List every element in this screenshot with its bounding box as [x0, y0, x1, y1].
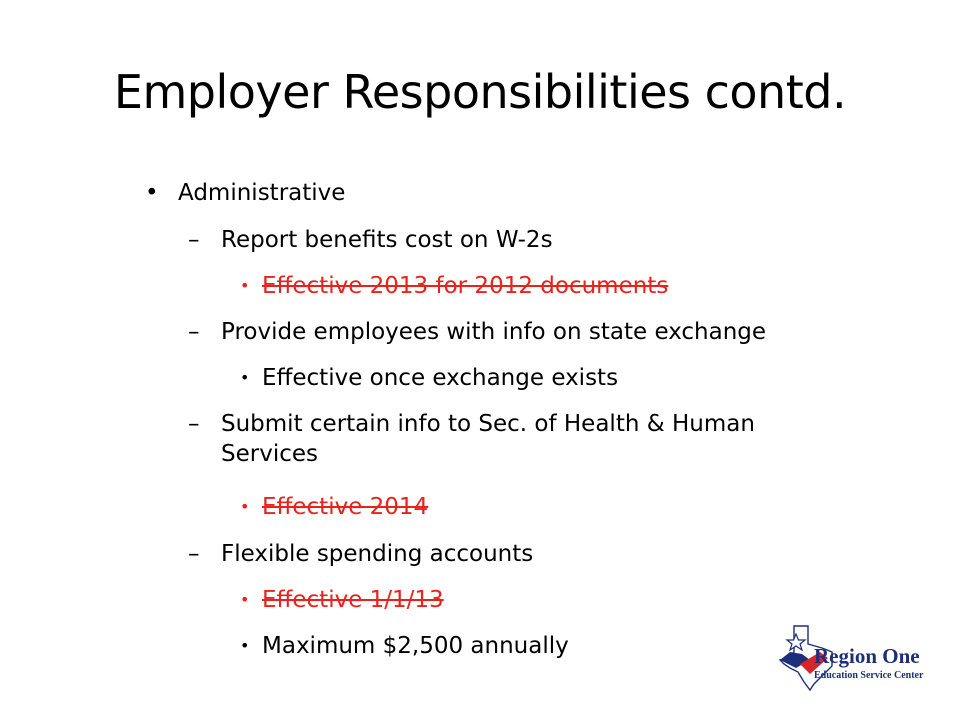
- bullet-text: Provide employees with info on state exchange: [221, 319, 767, 345]
- bullet-item-administrative: [145, 178, 346, 208]
- bullet-marker: •: [240, 636, 250, 655]
- bullet-text: Effective 1/1/13: [262, 587, 444, 613]
- logo-subtitle: Education Service Center: [814, 670, 924, 681]
- bullet-item-effective-2014: [240, 492, 429, 522]
- bullet-marker: •: [240, 497, 250, 516]
- bullet-text: Effective 2014: [262, 494, 429, 520]
- bullet-text: Submit certain info to Sec. of Health & Human Services: [221, 411, 755, 467]
- dash-marker: –: [188, 541, 200, 567]
- bullet-item-effective-1-1-13: [240, 585, 444, 615]
- bullet-marker: •: [240, 368, 250, 387]
- region-one-logo: [776, 622, 940, 692]
- bullet-text: Flexible spending accounts: [221, 541, 534, 567]
- logo-name: Region One: [814, 644, 920, 668]
- bullet-item-exchange-exists: [240, 363, 619, 393]
- bullet-item-effective-2013: [240, 271, 669, 301]
- dash-marker: –: [188, 319, 200, 345]
- bullet-text: Maximum $2,500 annually: [262, 633, 569, 659]
- bullet-item-w2: [188, 225, 553, 255]
- dash-marker: –: [188, 227, 200, 253]
- bullet-marker: •: [145, 180, 159, 206]
- slide-title: Employer Responsibilities contd.: [113, 65, 847, 119]
- bullet-text: Effective once exchange exists: [262, 365, 619, 391]
- bullet-text: Report benefits cost on W-2s: [221, 227, 553, 253]
- bullet-marker: •: [240, 276, 250, 295]
- bullet-marker: •: [240, 590, 250, 609]
- bullet-text: Effective 2013 for 2012 documents: [262, 273, 669, 299]
- bullet-item-state-exchange: [188, 317, 767, 347]
- dash-marker: –: [188, 411, 200, 437]
- bullet-item-fsa: [188, 539, 534, 569]
- bullet-text: Administrative: [178, 180, 346, 206]
- bullet-item-hhs: [188, 409, 831, 469]
- bullet-item-maximum: [240, 631, 569, 661]
